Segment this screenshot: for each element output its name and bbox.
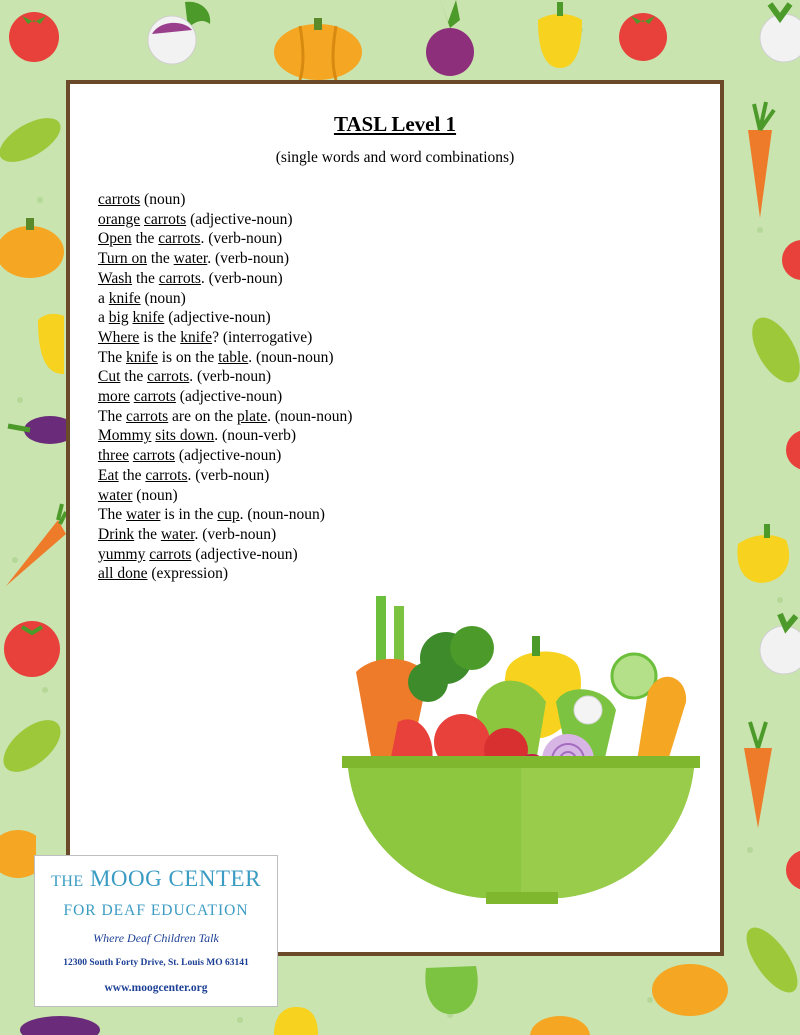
cucumber-icon: [0, 110, 66, 170]
pumpkin-icon: [0, 820, 36, 880]
phrase-text: . (verb-noun): [194, 525, 277, 543]
page-title: TASL Level 1: [333, 112, 457, 136]
underlined-word: water: [98, 486, 133, 504]
underlined-word: Wash: [98, 269, 133, 287]
phrase-text: . (verb-noun): [200, 230, 283, 248]
underlined-word: carrots: [145, 466, 188, 484]
phrase-text: . (verb-noun): [187, 466, 270, 484]
vegetable-bowl-illustration: [336, 592, 706, 912]
phrase-text: (adjective-noun): [164, 309, 271, 327]
underlined-word: yummy: [98, 545, 146, 563]
beet-icon: [410, 0, 486, 80]
list-item: [98, 426, 352, 446]
eggplant-icon: [20, 1010, 100, 1035]
logo-subtitle: FOR DEAF EDUCATION: [63, 902, 249, 919]
underlined-word: sits down: [155, 427, 215, 445]
underlined-word: three: [98, 447, 129, 465]
phrase-text: the: [132, 269, 159, 287]
bell-pepper-icon: [728, 520, 798, 590]
underlined-word: knife: [125, 348, 158, 366]
pumpkin-icon: [270, 10, 366, 82]
phrase-text: is the: [139, 328, 181, 346]
bell-pepper-icon: [530, 0, 590, 70]
phrase-text: . (verb-noun): [189, 368, 272, 386]
phrase-text: (noun): [140, 289, 186, 307]
list-item: [98, 407, 352, 427]
phrase-text: the: [146, 250, 174, 268]
underlined-word: table: [218, 348, 249, 366]
underlined-word: knife: [132, 309, 165, 327]
underlined-word: Cut: [98, 368, 121, 386]
tomato-icon: [784, 840, 800, 900]
underlined-word: carrots: [158, 269, 201, 287]
underlined-word: carrots: [147, 368, 190, 386]
phrase-list: [98, 190, 352, 584]
list-item: [98, 229, 352, 249]
underlined-word: carrots: [144, 210, 187, 228]
phrase-text: the: [134, 525, 161, 543]
carrot-icon: [728, 720, 788, 830]
underlined-word: water: [160, 525, 195, 543]
phrase-text: The: [98, 407, 126, 425]
phrase-text: The: [98, 348, 126, 366]
logo-website-link[interactable]: www.moogcenter.org: [104, 982, 208, 994]
phrase-text: the: [131, 230, 159, 248]
underlined-word: Turn on: [98, 250, 147, 268]
phrase-text: The: [98, 506, 126, 524]
phrase-text: (expression): [147, 565, 228, 583]
list-item: [98, 545, 352, 565]
underlined-word: Drink: [98, 525, 135, 543]
underlined-word: knife: [180, 328, 213, 346]
bell-pepper-icon: [36, 300, 66, 376]
phrase-text: is in the: [160, 506, 218, 524]
list-item: [98, 486, 352, 506]
list-item: [98, 210, 352, 230]
page-subtitle: (single words and word combinations): [275, 149, 515, 166]
phrase-text: . (verb-noun): [207, 250, 290, 268]
tomato-icon: [784, 420, 800, 480]
underlined-word: carrots: [125, 407, 169, 425]
phrase-text: a: [98, 289, 109, 307]
logo-tagline: Where Deaf Children Talk: [93, 931, 219, 945]
phrase-text: . (noun-noun): [239, 506, 325, 524]
list-item: [98, 308, 352, 328]
list-item: [98, 387, 352, 407]
pumpkin-icon: [650, 956, 730, 1018]
phrase-text: (noun): [132, 486, 178, 504]
document-page: [66, 80, 724, 956]
list-item: [98, 328, 352, 348]
tomato-icon: [0, 615, 66, 677]
phrase-text: is on the: [157, 348, 219, 366]
logo-center-name: MOOG CENTER: [89, 866, 261, 891]
underlined-word: plate: [237, 407, 268, 425]
underlined-word: carrots: [158, 230, 201, 248]
logo-the: THE: [51, 873, 84, 890]
phrase-text: (adjective-noun): [175, 388, 283, 406]
turnip-icon: [140, 0, 220, 70]
list-item: [98, 367, 352, 387]
list-item: [98, 525, 352, 545]
phrase-text: (noun): [140, 191, 186, 208]
underlined-word: Open: [98, 230, 132, 248]
underlined-word: knife: [108, 289, 141, 307]
logo-address: 12300 South Forty Drive, St. Louis MO 63141: [63, 958, 249, 968]
underlined-word: Where: [98, 328, 140, 346]
phrase-text: the: [118, 466, 146, 484]
underlined-word: carrots: [149, 545, 192, 563]
logo-name: [35, 866, 277, 892]
carrot-icon: [730, 100, 790, 220]
eggplant-icon: [6, 410, 66, 450]
underlined-word: cup: [217, 506, 240, 524]
list-item: [98, 348, 352, 368]
list-item: [98, 505, 352, 525]
list-item: [98, 564, 352, 584]
underlined-word: carrots: [133, 388, 176, 406]
tomato-icon: [612, 4, 674, 64]
turnip-icon: [750, 0, 800, 70]
eggplant-icon: [740, 300, 800, 390]
turnip-icon: [750, 610, 800, 680]
phrase-text: . (verb-noun): [200, 269, 283, 287]
phrase-text: . (noun-noun): [267, 407, 353, 425]
cucumber-icon: [0, 710, 66, 780]
phrase-text: the: [120, 368, 148, 386]
underlined-word: water: [125, 506, 161, 524]
underlined-word: big: [108, 309, 129, 327]
bell-pepper-icon: [270, 1005, 320, 1035]
underlined-word: orange: [98, 210, 141, 228]
phrase-text: a: [98, 309, 109, 327]
beet-icon: [780, 220, 800, 290]
phrase-text: (adjective-noun): [191, 545, 298, 563]
phrase-text: . (noun-noun): [248, 348, 334, 366]
carrot-icon: [0, 500, 66, 590]
pumpkin-icon: [0, 210, 66, 280]
tomato-icon: [2, 4, 66, 64]
underlined-word: more: [98, 388, 130, 406]
list-item: [98, 190, 352, 210]
phrase-text: ? (interrogative): [212, 328, 313, 346]
underlined-word: all done: [98, 565, 148, 583]
underlined-word: water: [173, 250, 208, 268]
list-item: [98, 466, 352, 486]
underlined-word: carrots: [132, 447, 176, 465]
pumpkin-icon: [530, 1010, 590, 1035]
bell-pepper-icon: [420, 958, 484, 1018]
list-item: [98, 289, 352, 309]
phrase-text: are on the: [168, 407, 238, 425]
phrase-text: (adjective-noun): [186, 210, 293, 228]
phrase-text: . (noun-verb): [214, 427, 297, 445]
list-item: [98, 269, 352, 289]
cucumber-icon: [742, 920, 800, 1000]
list-item: [98, 446, 352, 466]
underlined-word: carrots: [98, 191, 141, 208]
phrase-text: (adjective-noun): [175, 447, 282, 465]
underlined-word: Eat: [98, 466, 119, 484]
underlined-word: Mommy: [98, 427, 152, 445]
moog-center-logo: [34, 855, 278, 1007]
list-item: [98, 249, 352, 269]
